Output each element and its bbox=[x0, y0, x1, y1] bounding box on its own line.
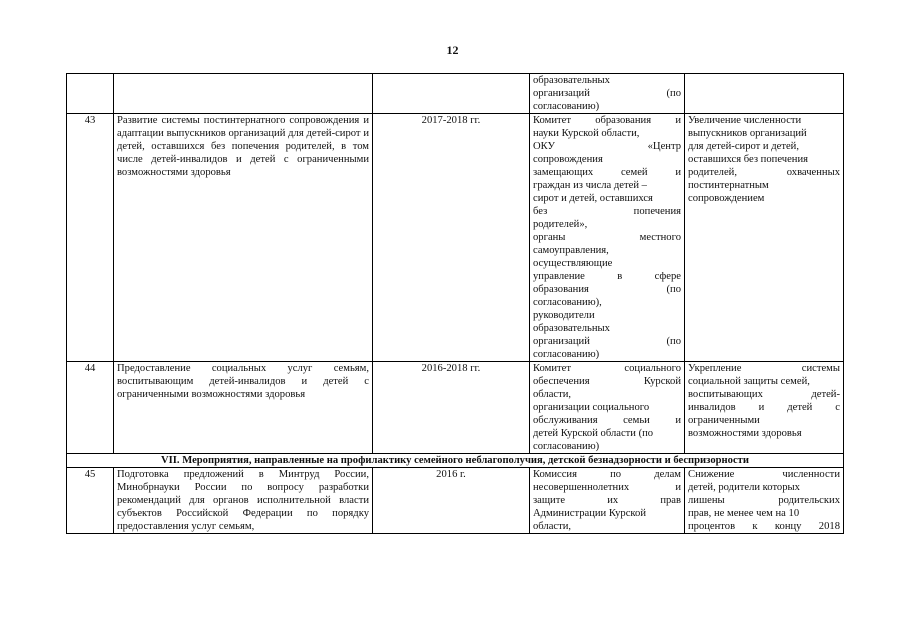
result-line: прав, не менее чем на 10 bbox=[688, 508, 800, 519]
row-number: 45 bbox=[67, 468, 114, 534]
responsible-line: ОКУ «Центр bbox=[533, 141, 681, 152]
responsible-line: без попечения bbox=[533, 206, 681, 217]
responsible-line: науки Курской области, bbox=[533, 128, 640, 139]
responsible-line: области, bbox=[533, 389, 572, 400]
table-row bbox=[67, 114, 844, 362]
responsible-line: замещающих семей и bbox=[533, 167, 681, 178]
table-row bbox=[67, 468, 844, 534]
responsible-line: управление в сфере bbox=[533, 271, 681, 282]
responsible-line: несовершеннолетних и bbox=[533, 482, 681, 493]
responsible-line: самоуправления, bbox=[533, 245, 609, 256]
result-line: оставшихся без попечения bbox=[688, 154, 808, 165]
responsible-line: сирот и детей, оставшихся bbox=[533, 193, 653, 204]
result-line: воспитывающих детей- bbox=[688, 389, 840, 400]
result-cell bbox=[685, 74, 844, 114]
responsible-line: области, bbox=[533, 521, 572, 532]
responsible-line: организаций (по bbox=[533, 336, 681, 347]
responsible-cell bbox=[530, 362, 685, 454]
result-line: сопровождением bbox=[688, 193, 765, 204]
responsible-line: согласованию), bbox=[533, 297, 602, 308]
page-number: 12 bbox=[446, 43, 459, 57]
section-heading: VII. Мероприятия, направленные на профилактику семейного неблагополучия, детской безнадзорности и беспризорности bbox=[67, 454, 844, 468]
table-row bbox=[67, 362, 844, 454]
responsible-line: согласованию) bbox=[533, 101, 600, 112]
row-number: 43 bbox=[67, 114, 114, 362]
table-row bbox=[67, 74, 844, 114]
result-cell bbox=[685, 114, 844, 362]
responsible-cell bbox=[530, 74, 685, 114]
result-line: Укрепление системы bbox=[688, 363, 840, 374]
responsible-line: согласованию) bbox=[533, 441, 600, 452]
result-line: лишены родительских bbox=[688, 495, 840, 506]
responsible-line: образования (по bbox=[533, 284, 681, 295]
responsible-line: Комитет образования и bbox=[533, 115, 681, 126]
result-cell bbox=[685, 468, 844, 534]
result-line: Снижение численности bbox=[688, 469, 840, 480]
measure-description: Предоставление социальных услуг семьям, воспитывающим детей-инвалидов и детей с ограниченными возможностями здоровья bbox=[114, 362, 373, 454]
row-number bbox=[67, 74, 114, 114]
result-line: Увеличение численности bbox=[688, 115, 802, 126]
responsible-line: родителей», bbox=[533, 219, 588, 230]
responsible-line: сопровождения bbox=[533, 154, 603, 165]
responsible-line: Администрации Курской bbox=[533, 508, 647, 519]
period: 2016 г. bbox=[373, 468, 530, 534]
responsible-line: руководители bbox=[533, 310, 595, 321]
period: 2016-2018 гг. bbox=[373, 362, 530, 454]
responsible-line: граждан из числа детей – bbox=[533, 180, 647, 191]
measures-table bbox=[66, 73, 844, 534]
section-heading-row bbox=[67, 454, 844, 468]
measure-description bbox=[114, 74, 373, 114]
responsible-line: образовательных bbox=[533, 75, 610, 86]
responsible-line: защите их прав bbox=[533, 495, 681, 506]
responsible-line: обеспечения Курской bbox=[533, 376, 681, 387]
responsible-line: образовательных bbox=[533, 323, 610, 334]
result-line: для детей-сирот и детей, bbox=[688, 141, 799, 152]
result-line: родителей, охваченных bbox=[688, 167, 840, 178]
responsible-cell bbox=[530, 114, 685, 362]
result-line: постинтернатным bbox=[688, 180, 769, 191]
responsible-line: детей Курской области (по bbox=[533, 428, 654, 439]
result-line: ограниченными bbox=[688, 415, 760, 426]
row-number: 44 bbox=[67, 362, 114, 454]
result-cell bbox=[685, 362, 844, 454]
period bbox=[373, 74, 530, 114]
responsible-line: обслуживания семьи и bbox=[533, 415, 681, 426]
result-line: возможностями здоровья bbox=[688, 428, 802, 439]
responsible-cell bbox=[530, 468, 685, 534]
measure-description: Подготовка предложений в Минтруд России, Минобрнауки России по вопросу разработки рекомендаций для органов исполнительной власти субъектов Российской Федерации по порядку предоставления услуг семьям, bbox=[114, 468, 373, 534]
responsible-line: организаций (по bbox=[533, 88, 681, 99]
responsible-line: Комиссия по делам bbox=[533, 469, 681, 480]
responsible-line: осуществляющие bbox=[533, 258, 613, 269]
responsible-line: органы местного bbox=[533, 232, 681, 243]
result-line: социальной защиты семей, bbox=[688, 376, 810, 387]
responsible-line: согласованию) bbox=[533, 349, 600, 360]
responsible-line: Комитет социального bbox=[533, 363, 681, 374]
result-line: детей, родители которых bbox=[688, 482, 800, 493]
result-line: выпускников организаций bbox=[688, 128, 807, 139]
result-line: процентов к концу 2018 bbox=[688, 521, 840, 532]
responsible-line: организации социального bbox=[533, 402, 650, 413]
period: 2017-2018 гг. bbox=[373, 114, 530, 362]
measure-description: Развитие системы постинтернатного сопровождения и адаптации выпускников организаций для детей-сирот и детей, оставшихся без попечения родителей, в том числе детей-инвалидов и детей с ограниченными возможностями здоровья bbox=[114, 114, 373, 362]
result-line: инвалидов и детей с bbox=[688, 402, 840, 413]
